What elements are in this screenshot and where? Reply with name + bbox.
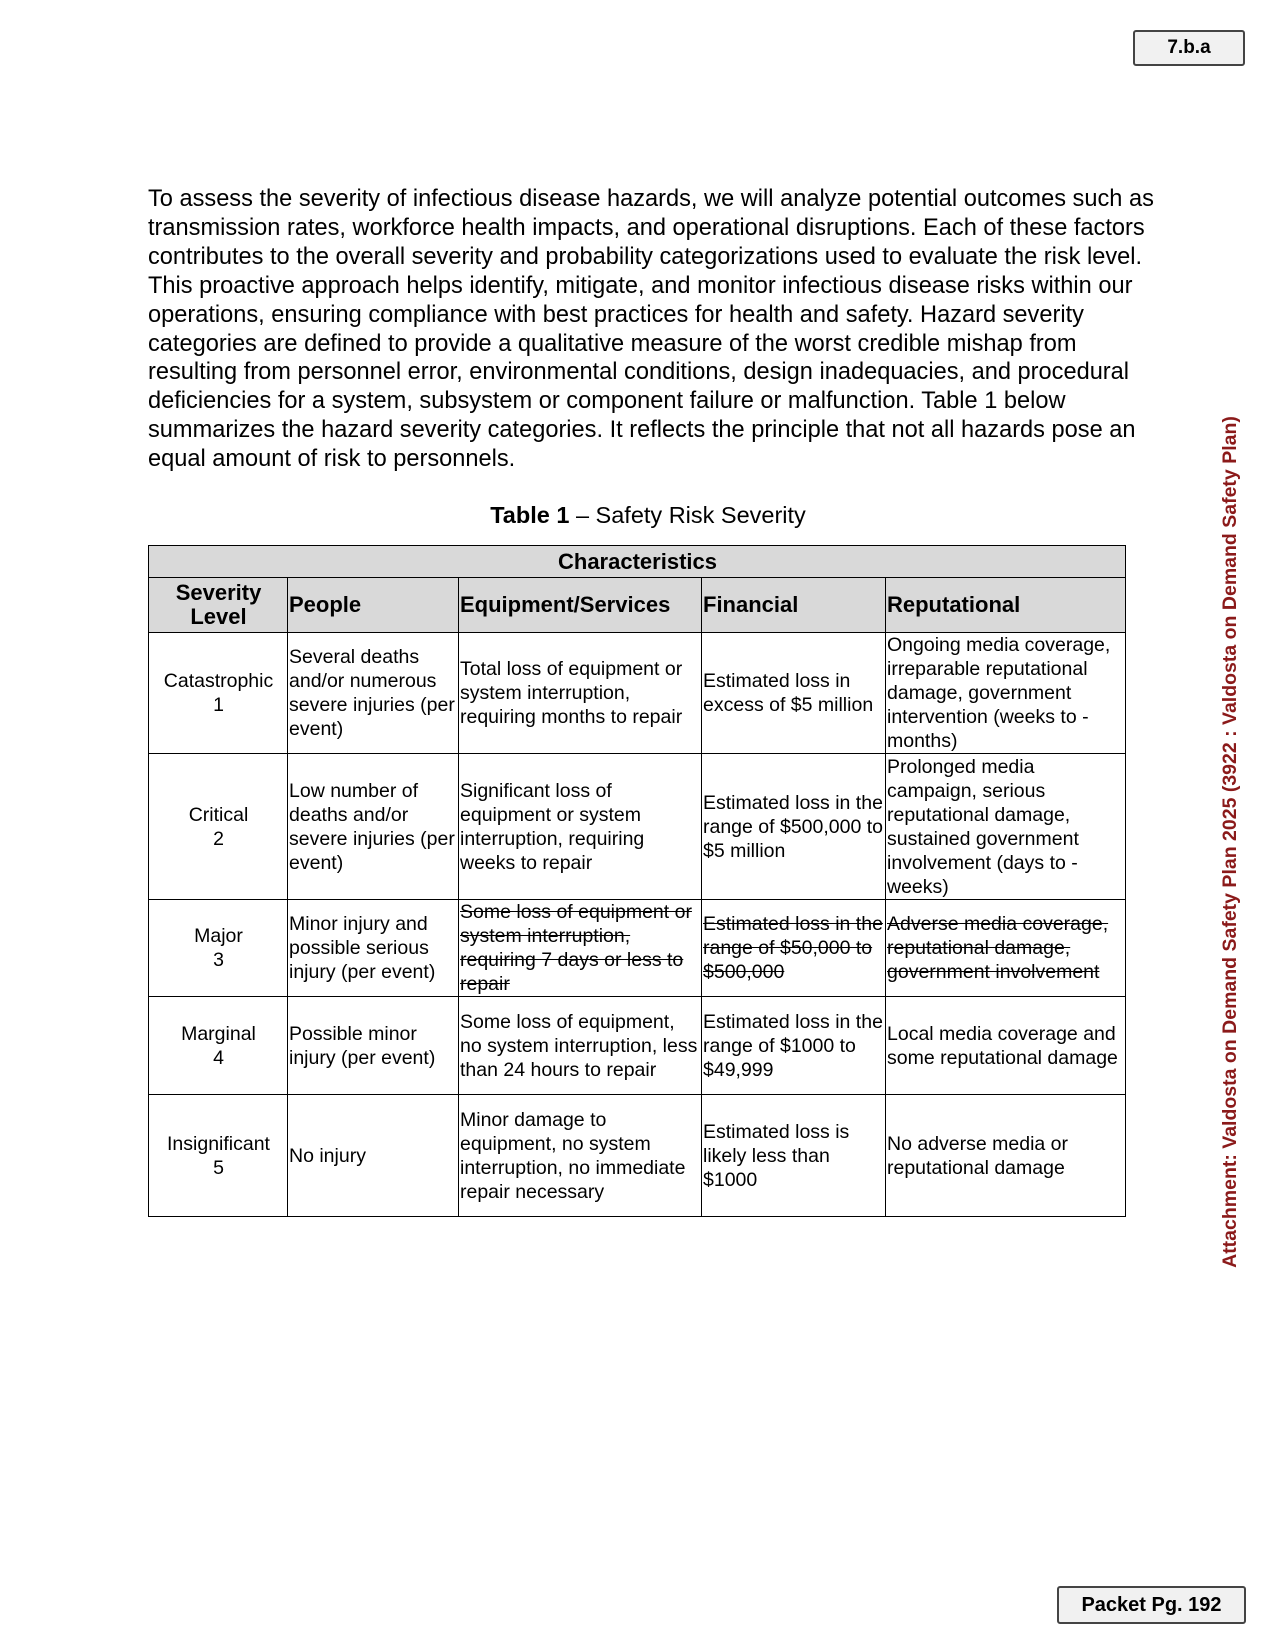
- people-cell: Possible minor injury (per event): [288, 997, 459, 1095]
- level-name: Insignificant: [167, 1132, 270, 1155]
- table-row: [149, 997, 1126, 1095]
- financial-cell: Estimated loss in the range of $1000 to $49,999: [702, 997, 886, 1095]
- table-caption: [148, 502, 1148, 529]
- level-name: Marginal: [181, 1022, 256, 1045]
- table-caption-title: – Safety Risk Severity: [569, 502, 806, 528]
- table-row: [149, 633, 1126, 754]
- equipment-cell: Total loss of equipment or system interruption, requiring months to repair: [459, 633, 702, 754]
- table-caption-number: Table 1: [490, 502, 570, 528]
- characteristics-header: Characteristics: [149, 546, 1126, 578]
- reputational-cell: Adverse media coverage, reputational damage, government involvement: [886, 900, 1126, 997]
- equipment-header: Equipment/Services: [459, 578, 702, 633]
- reputational-cell: Local media coverage and some reputational damage: [886, 997, 1126, 1095]
- equipment-cell: Minor damage to equipment, no system interruption, no immediate repair necessary: [459, 1095, 702, 1217]
- financial-cell: Estimated loss in excess of $5 million: [702, 633, 886, 754]
- intro-paragraph: To assess the severity of infectious disease hazards, we will analyze potential outcomes such as transmission rates, workforce health impacts, and operational disruptions. Each of these factors contributes to the overall severity and probability categorizations used to evaluate the risk level. This proactive approach helps identify, mitigate, and monitor infectious disease risks within our operations, ensuring compliance with best practices for health and safety. Hazard severity categories are defined to provide a qualitative measure of the worst credible mishap from resulting from personnel error, environmental conditions, design inadequacies, and procedural deficiencies for a system, subsystem or component failure or malfunction. Table 1 below summarizes the hazard severity categories. It reflects the principle that not all hazards pose an equal amount of risk to personnels.: [148, 186, 1154, 473]
- level-number: 3: [213, 949, 224, 971]
- attachment-tag: 7.b.a: [1133, 30, 1245, 66]
- table-row: [149, 900, 1126, 997]
- severity-table: [148, 545, 1126, 1217]
- severity-header-line1: Severity: [175, 580, 262, 605]
- reputational-header: Reputational: [886, 578, 1126, 633]
- financial-cell: Estimated loss is likely less than $1000: [702, 1095, 886, 1217]
- people-cell: No injury: [288, 1095, 459, 1217]
- people-cell: Low number of deaths and/or severe injuries (per event): [288, 754, 459, 900]
- packet-page-number: Packet Pg. 192: [1057, 1586, 1246, 1624]
- level-number: 5: [213, 1156, 224, 1179]
- financial-header: Financial: [702, 578, 886, 633]
- level-number: 1: [213, 694, 224, 716]
- reputational-cell: No adverse media or reputational damage: [886, 1095, 1126, 1217]
- equipment-cell: Some loss of equipment or system interruption, requiring 7 days or less to repair: [459, 900, 702, 997]
- people-cell: Several deaths and/or numerous severe injuries (per event): [288, 633, 459, 754]
- equipment-cell: Significant loss of equipment or system interruption, requiring weeks to repair: [459, 754, 702, 900]
- level-name: Major: [194, 925, 243, 947]
- attachment-side-label: Attachment: Valdosta on Demand Safety Plan 2025 (3922 : Valdosta on Demand Safety Plan): [1218, 416, 1241, 1268]
- table-row: [149, 754, 1126, 900]
- severity-level-cell: [149, 754, 288, 900]
- severity-level-cell: [149, 1095, 288, 1217]
- people-header: People: [288, 578, 459, 633]
- level-number: 4: [213, 1046, 224, 1069]
- level-number: 2: [213, 827, 224, 850]
- severity-level-cell: [149, 997, 288, 1095]
- level-name: Catastrophic: [163, 670, 274, 692]
- equipment-cell: Some loss of equipment, no system interruption, less than 24 hours to repair: [459, 997, 702, 1095]
- level-name: Critical: [188, 803, 249, 826]
- table-row: [149, 1095, 1126, 1217]
- financial-cell: Estimated loss in the range of $50,000 to $500,000: [702, 900, 886, 997]
- severity-header-line2: Level: [190, 604, 247, 629]
- severity-level-cell: [149, 900, 288, 997]
- financial-cell: Estimated loss in the range of $500,000 to $5 million: [702, 754, 886, 900]
- reputational-cell: Prolonged media campaign, serious reputational damage, sustained government involvement (days to - weeks): [886, 754, 1126, 900]
- reputational-cell: Ongoing media coverage, irreparable reputational damage, government intervention (weeks to -months): [886, 633, 1126, 754]
- severity-level-header: [149, 578, 288, 633]
- severity-level-cell: [149, 633, 288, 754]
- people-cell: Minor injury and possible serious injury (per event): [288, 900, 459, 997]
